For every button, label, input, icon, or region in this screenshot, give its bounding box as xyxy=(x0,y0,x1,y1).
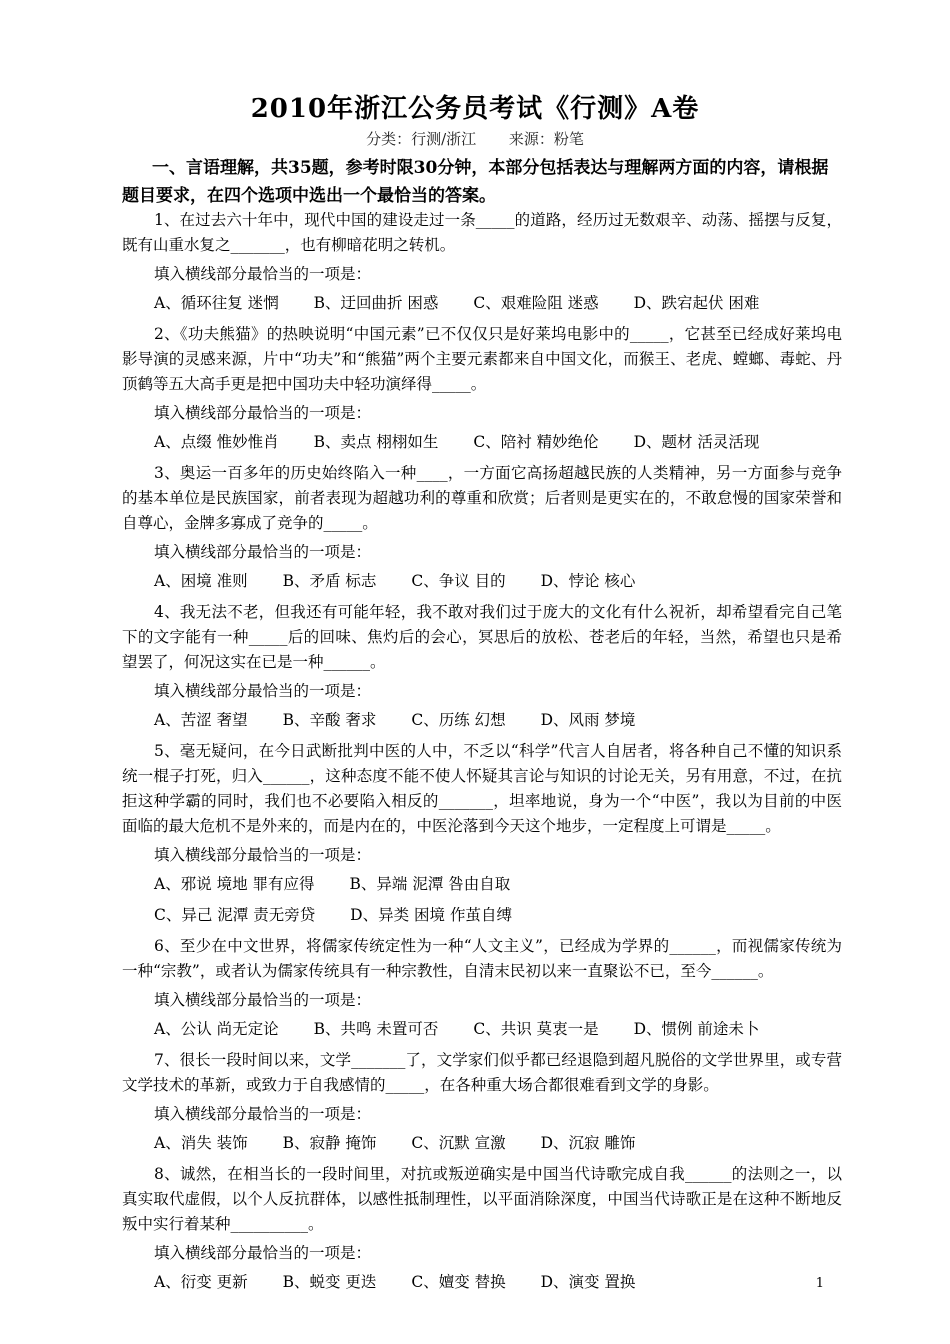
option-d: D、跌宕起伏 困难 xyxy=(633,294,760,312)
option-c: C、沉默 宣激 xyxy=(411,1134,506,1152)
question-text: 8、诚然，在相当长的一段时间里，对抗或叛逆确实是中国当代诗歌完成自我______的法则之一，以真实取代虚假，以个人反抗群体，以感性抵制理性，以平面消除深度，中国当代诗歌正是在这种不断地反叛中实行着某种__________。 xyxy=(122,1165,842,1233)
option-a: A、困境 准则 xyxy=(154,572,248,590)
option-d: D、沉寂 雕饰 xyxy=(540,1134,636,1152)
question-text: 7、很长一段时间以来，文学_______了，文学家们似乎都已经退隐到超凡脱俗的文学世界里，或专营文学技术的革新，或致力于自我感情的_____，在各种重大场合都很难看到文学的身影。 xyxy=(122,1051,842,1094)
option-b: B、迂回曲折 困惑 xyxy=(313,294,439,312)
option-a: A、衍变 更新 xyxy=(154,1273,248,1291)
source-label: 来源：粉笔 xyxy=(508,130,584,148)
category-label: 分类：行测/浙江 xyxy=(366,130,477,148)
option-c: C、嬗变 替换 xyxy=(411,1273,506,1291)
meta-line xyxy=(0,128,950,149)
option-c: C、异己 泥潭 责无旁贷 xyxy=(154,906,316,924)
question-prompt: 填入横线部分最恰当的一项是： xyxy=(154,1244,372,1262)
option-b: B、寂静 掩饰 xyxy=(282,1134,377,1152)
option-c: C、共识 莫衷一是 xyxy=(473,1020,599,1038)
option-b: B、矛盾 标志 xyxy=(282,572,377,590)
option-a: A、公认 尚无定论 xyxy=(154,1020,279,1038)
question-prompt: 填入横线部分最恰当的一项是： xyxy=(154,543,372,561)
option-c: C、陪衬 精妙绝伦 xyxy=(473,433,599,451)
option-a: A、消失 装饰 xyxy=(154,1134,248,1152)
option-a: A、点缀 惟妙惟肖 xyxy=(154,433,279,451)
option-c: C、艰难险阻 迷惑 xyxy=(473,294,599,312)
option-c: C、争议 目的 xyxy=(411,572,506,590)
option-b: B、异端 泥潭 咎由自取 xyxy=(349,875,511,893)
option-a: A、苦涩 奢望 xyxy=(154,711,248,729)
question-text: 6、至少在中文世界，将儒家传统定性为一种“人文主义”，已经成为学界的______，而视儒家传统为一种“宗教”，或者认为儒家传统具有一种宗教性，自清末民初以来一直聚讼不已，至今______。 xyxy=(122,937,842,980)
question-options xyxy=(122,1131,842,1156)
question-text: 3、奥运一百多年的历史始终陷入一种____，一方面它高扬超越民族的人类精神，另一方面参与竞争的基本单位是民族国家，前者表现为超越功利的尊重和欣赏；后者则是更实在的，不敢怠慢的国家荣誉和自尊心，金牌多寡成了竞争的_____。 xyxy=(122,464,842,532)
section-heading: 一、言语理解，共35题，参考时限30分钟，本部分包括表达与理解两方面的内容，请根据题目要求，在四个选项中选出一个最恰当的答案。 xyxy=(122,158,829,206)
question-prompt: 填入横线部分最恰当的一项是： xyxy=(154,846,372,864)
option-d: D、风雨 梦境 xyxy=(540,711,636,729)
option-d: D、悖论 核心 xyxy=(540,572,636,590)
question-prompt: 填入横线部分最恰当的一项是： xyxy=(154,682,372,700)
question-options xyxy=(122,569,842,594)
option-d: D、演变 置换 xyxy=(540,1273,636,1291)
question-options xyxy=(122,1017,842,1042)
option-d: D、题材 活灵活现 xyxy=(633,433,760,451)
page-title: 2010年浙江公务员考试《行测》A卷 xyxy=(250,94,700,124)
question-options xyxy=(122,1270,842,1295)
option-c: C、历练 幻想 xyxy=(411,711,506,729)
question-text: 2、《功夫熊猫》的热映说明“中国元素”已不仅仅只是好莱坞电影中的_____，它甚至已经成好莱坞电影导演的灵感来源，片中“功夫”和“熊猫”两个主要元素都来自中国文化，而猴王、老虎、螳螂、毒蛇、丹顶鹤等五大高手更是把中国功夫中轻功演绎得_____。 xyxy=(122,325,842,393)
option-b: B、卖点 栩栩如生 xyxy=(313,433,439,451)
option-b: B、蜕变 更迭 xyxy=(282,1273,377,1291)
question-options xyxy=(122,291,842,316)
questions-list xyxy=(122,208,842,1301)
question-options xyxy=(122,872,842,897)
question-prompt: 填入横线部分最恰当的一项是： xyxy=(154,404,372,422)
question-options xyxy=(122,430,842,455)
page-number: 1 xyxy=(815,1276,824,1291)
question-prompt: 填入横线部分最恰当的一项是： xyxy=(154,991,372,1009)
question-options xyxy=(122,708,842,733)
option-d: D、惯例 前途未卜 xyxy=(633,1020,760,1038)
option-a: A、邪说 境地 罪有应得 xyxy=(154,875,315,893)
option-a: A、循环往复 迷惘 xyxy=(154,294,279,312)
question-prompt: 填入横线部分最恰当的一项是： xyxy=(154,265,372,283)
question-options xyxy=(122,903,842,928)
option-b: B、辛酸 奢求 xyxy=(282,711,377,729)
option-d: D、异类 困境 作茧自缚 xyxy=(350,906,512,924)
question-text: 4、我无法不老，但我还有可能年轻，我不敢对我们过于庞大的文化有什么祝祈，却希望看完自己笔下的文字能有一种_____后的回味、焦灼后的会心，冥思后的放松、苍老后的年轻，当然，希望也只是希望罢了，何况这实在已是一种______。 xyxy=(122,603,842,671)
question-text: 1、在过去六十年中，现代中国的建设走过一条_____的道路，经历过无数艰辛、动荡、摇摆与反复，既有山重水复之_______，也有柳暗花明之转机。 xyxy=(122,211,842,254)
option-b: B、共鸣 未置可否 xyxy=(313,1020,439,1038)
question-prompt: 填入横线部分最恰当的一项是： xyxy=(154,1105,372,1123)
question-text: 5、毫无疑问，在今日武断批判中医的人中，不乏以“科学”代言人自居者，将各种自己不懂的知识系统一棍子打死，归入______，这种态度不能不使人怀疑其言论与知识的讨论无关，另有用意，不过，在抗拒这种学霸的同时，我们也不必要陷入相反的_______，坦率地说，身为一个“中医”，我以为目前的中医面临的最大危机不是外来的，而是内在的，中医沦落到今天这个地步，一定程度上可谓是_____。 xyxy=(122,742,842,835)
